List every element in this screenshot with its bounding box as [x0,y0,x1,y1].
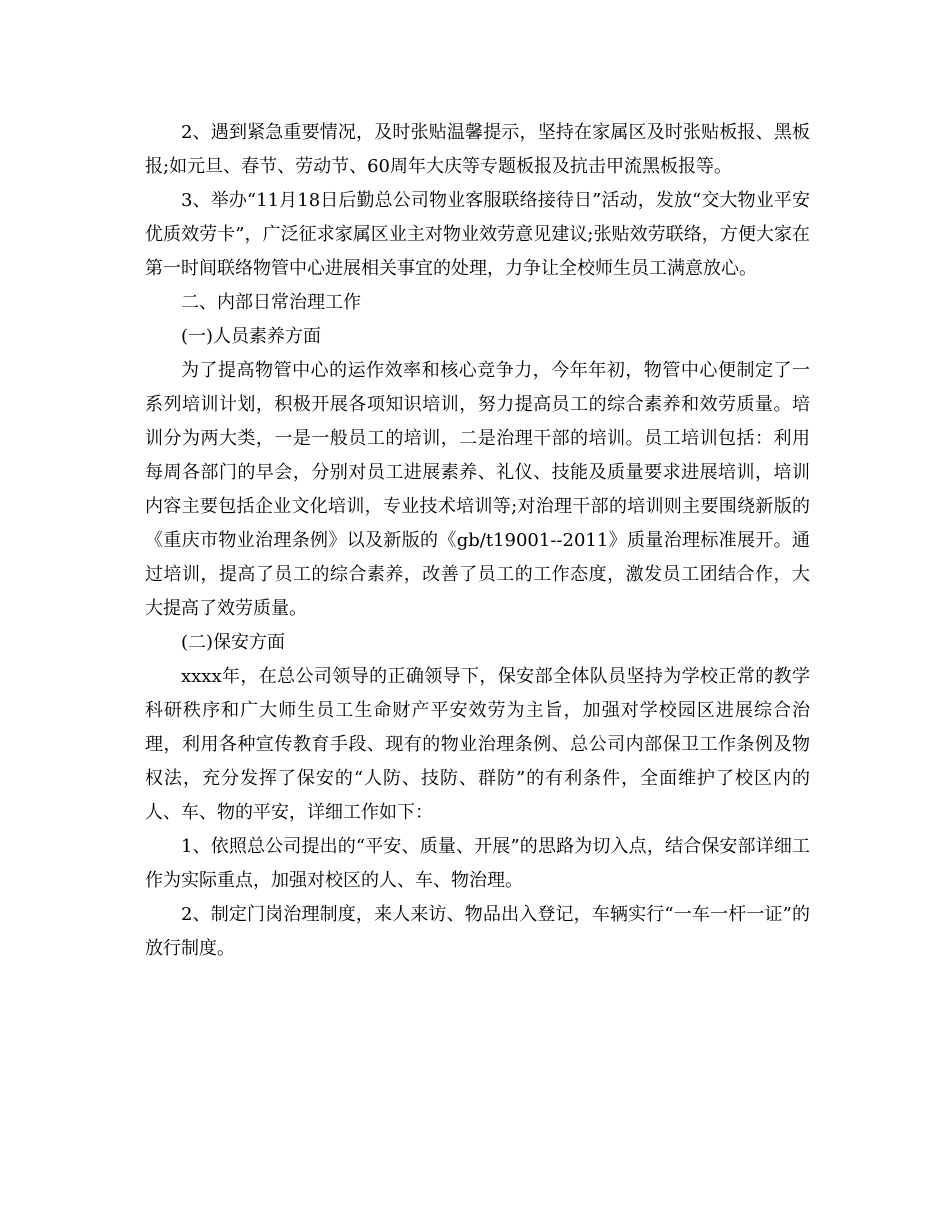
paragraph-security-item-1: 1、依照总公司提出的“平安、质量、开展”的思路为切入点，结合保安部详细工作为实际重点，加强对校区的人、车、物治理。 [145,836,810,891]
paragraph-training: 为了提高物管中心的运作效率和核心竞争力，今年年初，物管中心便制定了一系列培训计划，积极开展各项知识培训，努力提高员工的综合素养和效劳质量。培训分为两大类，一是一般员工的培训，二是治理干部的培训。员工培训包括：利用每周各部门的早会，分别对员工进展素养、礼仪、技能及质量要求进展培训，培训内容主要包括企业文化培训，专业技术培训等;对治理干部的培训则主要围绕新版的《重庆市物业治理条例》以及新版的《gb/t19001--2011》质量治理标准展开。通过培训，提高了员工的综合素养，改善了员工的工作态度，激发员工团结合作，大大提高了效劳质量。 [145,360,810,619]
paragraph-service-day: 3、举办“11月18日后勤总公司物业客服联络接待日”活动，发放“交大物业平安优质效劳卡”，广泛征求家属区业主对物业效劳意见建议;张贴效劳联络，方便大家在第一时间联络物管中心进展相关事宜的处理，力争让全校师生员工满意放心。 [145,190,810,279]
paragraph-security-item-2: 2、制定门岗治理制度，来人来访、物品出入登记，车辆实行“一车一杆一证”的放行制度。 [145,904,810,959]
subsection-heading-security: (二)保安方面 [181,632,286,653]
document-body [145,116,810,966]
section-heading-internal-management: 二、内部日常治理工作 [181,292,361,313]
subsection-heading-staff-quality: (一)人员素养方面 [181,326,322,347]
paragraph-security-overview: xxxx年，在总公司领导的正确领导下，保安部全体队员坚持为学校正常的教学科研秩序和广大师生员工生命财产平安效劳为主旨，加强对学校园区进展综合治理，利用各种宣传教育手段、现有的物业治理条例、总公司内部保卫工作条例及物权法，充分发挥了保安的“人防、技防、群防”的有利条件，全面维护了校区内的人、车、物的平安，详细工作如下： [145,666,810,823]
paragraph-notice-posting: 2、遇到紧急重要情况，及时张贴温馨提示，坚持在家属区及时张贴板报、黑板报;如元旦、春节、劳动节、60周年大庆等专题板报及抗击甲流黑板报等。 [145,122,810,177]
